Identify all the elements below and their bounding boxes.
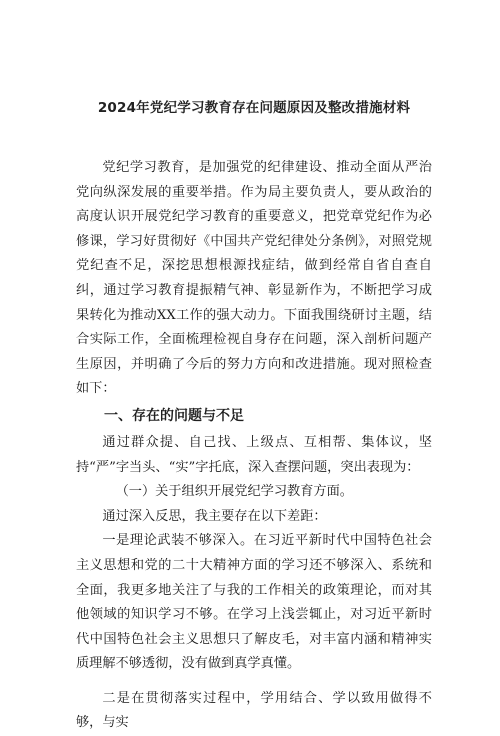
intro-paragraph: 党纪学习教育，是加强党的纪律建设、推动全面从严治党向纵深发展的重要举措。作为局主要负责人，要从政治的高度认识开展党纪学习教育的重要意义，把党章党纪作为必修课，学习好贯彻好《中国共产党纪律处分条例》，对照党规党纪查不足，深挖思想根源找症结，做到经常自省自查自纠，通过学习教育提振精气神、彰显新作为，不断把学习成果转化为推动XX工作的强大动力。下面我围绕研讨主题，结合实际工作，全面梳理检视自身存在问题，深入剖析问题产生原因，并明确了今后的努力方向和改进措施。现对照检查如下： <box>76 160 432 397</box>
subsection-intro-paragraph: 通过深入反思，我主要存在以下差距： <box>102 508 327 524</box>
problem-point-2: 二是在贯彻落实过程中，学用结合、学以致用做得不够，与实 <box>76 690 432 731</box>
problem-point-1: 一是理论武装不够深入。在习近平新时代中国特色社会主义思想和党的二十大精神方面的学习还不够深入、系统和全面，我更多地关注了与我的工作相关的政策理论，而对其他领域的知识学习不够。在学习上浅尝辄止，对习近平新时代中国特色社会主义思想只了解皮毛，对丰富内涵和精神实质理解不够透彻，没有做到真学真懂。 <box>76 533 432 672</box>
subsection-heading-organization: （一）关于组织开展党纪学习教育方面。 <box>115 484 353 500</box>
section-intro-paragraph: 通过群众提、自己找、上级点、互相帮、集体议，坚持“严”字当头、“实”字托底，深入查摆问题，突出表现为： <box>76 434 432 475</box>
spacer <box>76 677 432 687</box>
document-title: 2024年党纪学习教育存在问题原因及整改措施材料 <box>97 100 411 116</box>
section-heading-problems: 一、存在的问题与不足 <box>104 407 244 424</box>
